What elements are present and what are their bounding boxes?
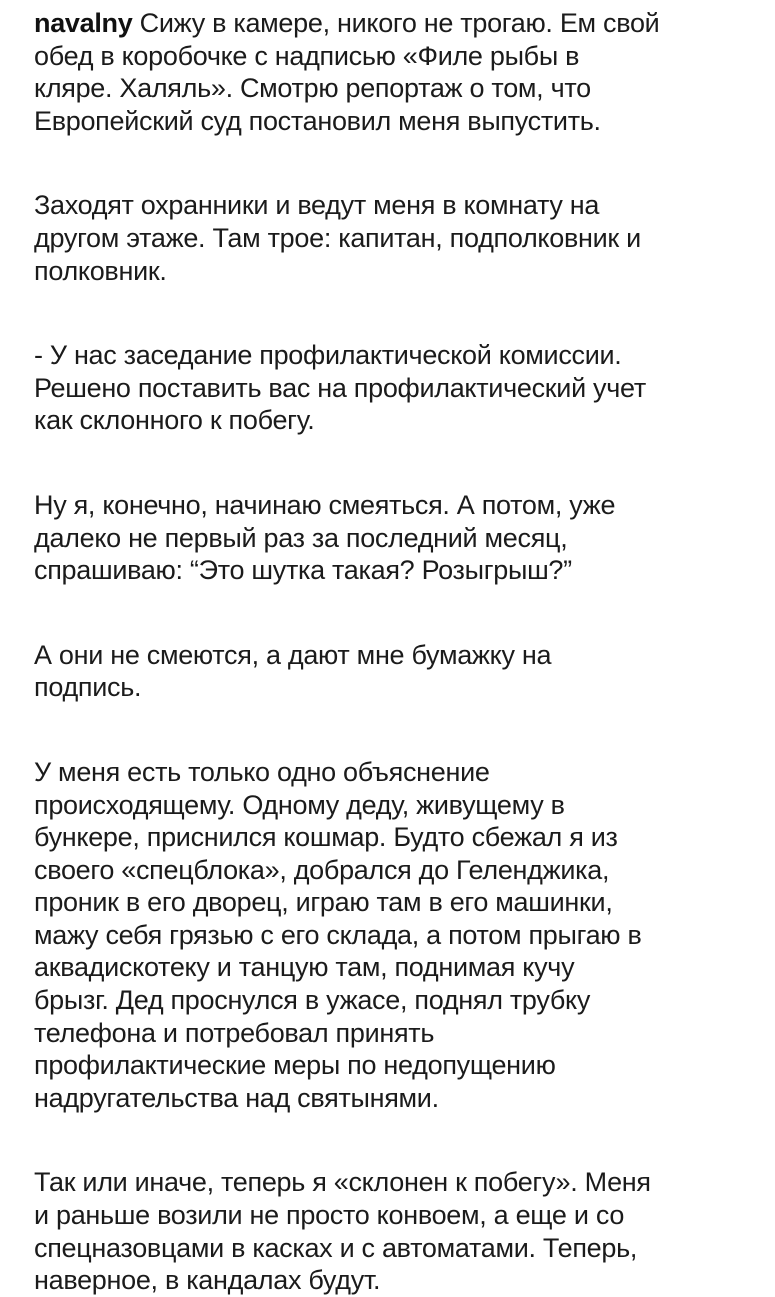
caption-line: бункере, приснился кошмар. Будто сбежал я из — [34, 822, 618, 853]
caption-line: надругательства над святынями. — [34, 1082, 439, 1113]
caption-line: своего «спецблока», добрался до Геленджика, — [34, 854, 610, 885]
caption-line: проник в его дворец, играю там в его машинки, — [34, 887, 613, 918]
caption-line: кляре. Халяль». Смотрю репортаж о том, что — [34, 73, 591, 104]
caption-line: navalny Сижу в камере, никого не трогаю. Ем свой — [34, 8, 660, 38]
caption-line: подпись. — [34, 672, 142, 703]
post-caption — [34, 7, 754, 1297]
caption-paragraph-6 — [34, 756, 754, 1115]
author-username-link[interactable]: navalny — [34, 8, 133, 38]
caption-paragraph-5 — [34, 639, 754, 704]
caption-line: как склонного к побегу. — [34, 405, 315, 436]
caption-line: мажу себя грязью с его склада, а потом прыгаю в — [34, 919, 642, 950]
caption-line: А они не смеются, а дают мне бумажку на — [34, 639, 552, 670]
caption-paragraph-4 — [34, 489, 754, 587]
caption-line: Решено поставить вас на профилактический учет — [34, 372, 646, 403]
caption-line: Европейский суд постановил меня выпустить. — [34, 105, 601, 136]
caption-line: далеко не первый раз за последний месяц, — [34, 522, 568, 553]
caption-line: телефона и потребовал принять — [34, 1017, 435, 1048]
caption-line: наверное, в кандалах будут. — [34, 1265, 381, 1296]
caption-line: Заходят охранники и ведут меня в комнату на — [34, 190, 600, 221]
caption-line: полковник. — [34, 255, 167, 286]
caption-line: У меня есть только одно объяснение — [34, 756, 490, 787]
caption-paragraph-2 — [34, 189, 754, 287]
caption-line: происходящему. Одному деду, живущему в — [34, 789, 565, 820]
caption-line: Ну я, конечно, начинаю смеяться. А потом, уже — [34, 489, 616, 520]
caption-line: профилактические меры по недопущению — [34, 1050, 556, 1081]
caption-line: спецназовцами в касках и с автоматами. Теперь, — [34, 1232, 638, 1263]
caption-paragraph-1 — [34, 7, 754, 137]
caption-line: аквадискотеку и танцую там, поднимая кучу — [34, 952, 575, 983]
caption-line: спрашиваю: “Это шутка такая? Розыгрыш?” — [34, 555, 572, 586]
caption-line: Так или иначе, теперь я «склонен к побегу». Меня — [34, 1167, 651, 1198]
caption-line: другом этаже. Там трое: капитан, подполковник и — [34, 222, 641, 253]
caption-paragraph-7 — [34, 1166, 754, 1296]
caption-paragraph-3 — [34, 339, 754, 437]
caption-line: брызг. Дед проснулся в ужасе, поднял трубку — [34, 985, 591, 1016]
caption-line: обед в коробочке с надписью «Филе рыбы в — [34, 40, 580, 71]
caption-line: и раньше возили не просто конвоем, а еще и со — [34, 1200, 625, 1231]
caption-line: - У нас заседание профилактической комиссии. — [34, 340, 622, 371]
